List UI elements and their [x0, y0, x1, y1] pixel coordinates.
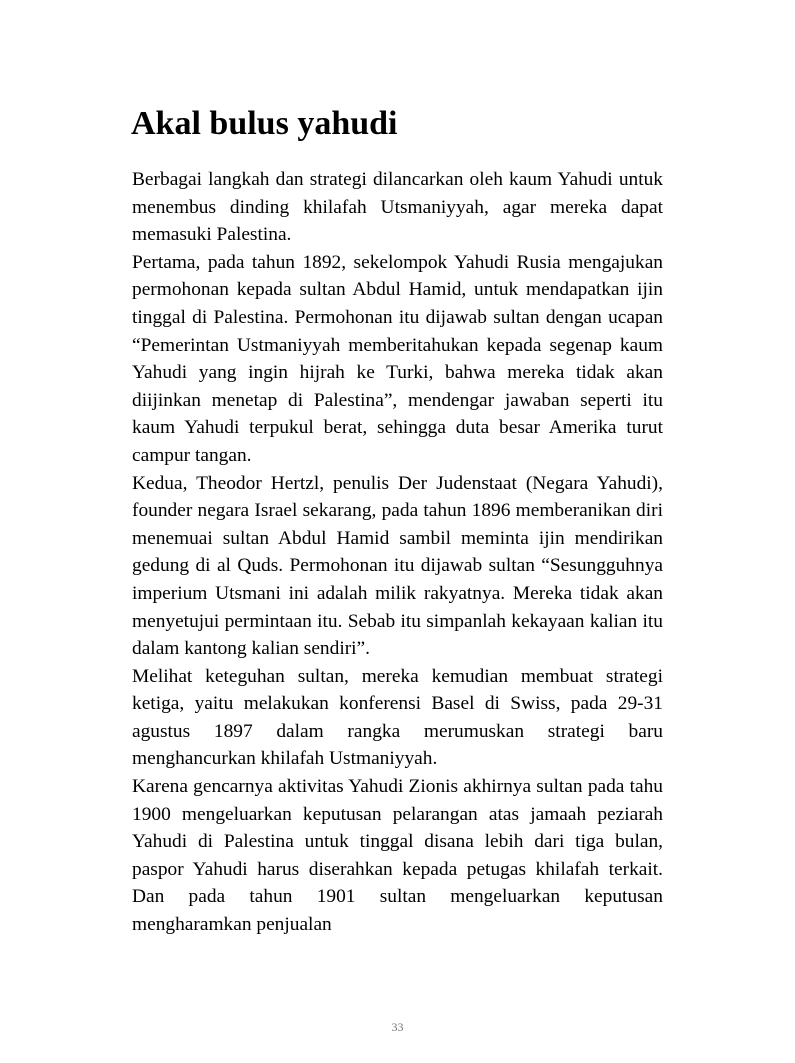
paragraph-ketiga: Melihat keteguhan sultan, mereka kemudian membuat strategi ketiga, yaitu melakukan konferensi Basel di Swiss, pada 29-31 agustus 1897 dalam rangka merumuskan strategi baru menghancurkan khilafah Ustmaniyyah. — [132, 665, 663, 770]
paragraph-intro: Berbagai langkah dan strategi dilancarkan oleh kaum Yahudi untuk menembus dinding khilafah Utsmaniyyah, agar mereka dapat memasuki Palestina. — [132, 169, 663, 246]
paragraph-keempat: Karena gencarnya aktivitas Yahudi Zionis akhirnya sultan pada tahu 1900 mengeluarkan keputusan pelarangan atas jamaah peziarah Yahudi di Palestina untuk tinggal disana lebih dari tiga bulan, paspor Yahudi harus diserahkan kepada petugas khilafah terkait. Dan pada tahun 1901 sultan mengeluarkan keputusan mengharamkan penjualan — [132, 776, 663, 936]
page-title: Akal bulus yahudi — [131, 105, 398, 142]
page-number: 33 — [391, 1020, 404, 1034]
paragraph-kedua: Kedua, Theodor Hertzl, penulis Der Judenstaat (Negara Yahudi), founder negara Israel sekarang, pada tahun 1896 memberanikan diri menemuai sultan Abdul Hamid sambil meminta ijin mendirikan gedung di al Quds. Permohonan itu dijawab sultan “Sesungguhnya imperium Utsmani ini adalah milik rakyatnya. Mereka tidak akan menyetujui permintaan itu. Sebab itu simpanlah kekayaan kalian itu dalam kantong kalian sendiri”. — [132, 472, 663, 660]
body-text — [132, 166, 663, 939]
paragraph-pertama: Pertama, pada tahun 1892, sekelompok Yahudi Rusia mengajukan permohonan kepada sultan Abdul Hamid, untuk mendapatkan ijin tinggal di Palestina. Permohonan itu dijawab sultan dengan ucapan “Pemerintan Ustmaniyyah memberitahukan kepada segenap kaum Yahudi yang ingin hijrah ke Turki, bahwa mereka tidak akan diijinkan menetap di Palestina”, mendengar jawaban seperti itu kaum Yahudi terpukul berat, sehingga duta besar Amerika turut campur tangan. — [132, 251, 663, 466]
